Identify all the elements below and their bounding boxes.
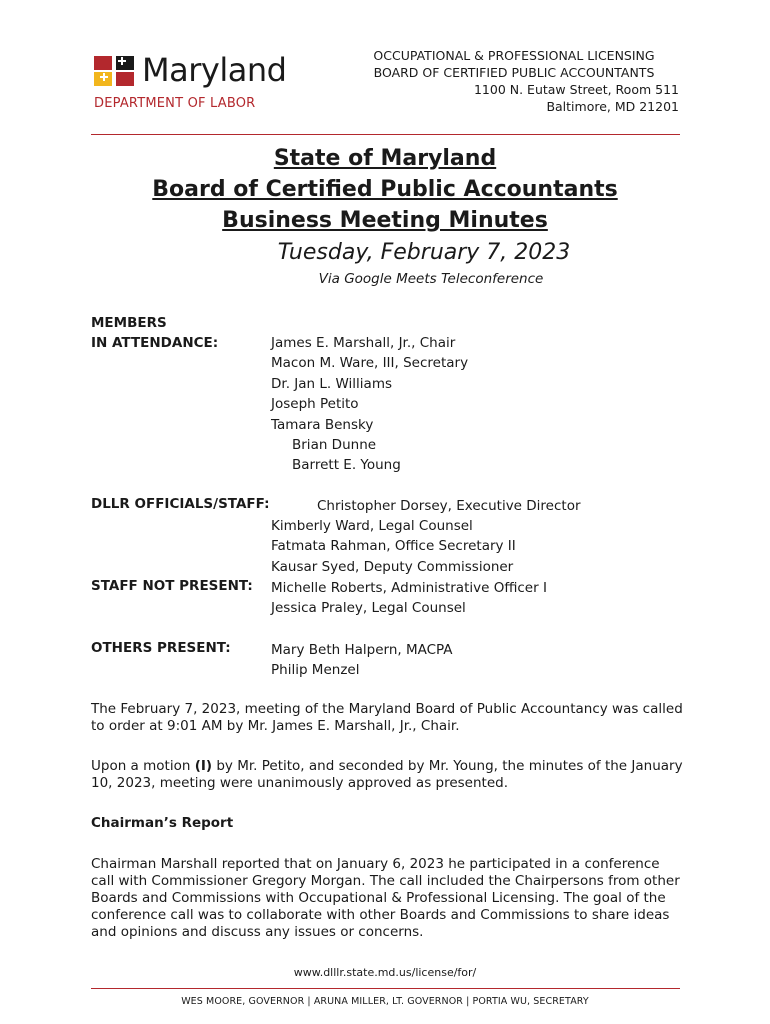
list-item: Mary Beth Halpern, MACPA: [271, 642, 453, 658]
list-item: Dr. Jan L. Williams: [271, 375, 393, 392]
header-divider: [91, 134, 680, 135]
title-line1: State of Maryland: [273, 146, 497, 171]
header-board: BOARD OF CERTIFIED PUBLIC ACCOUNTANTS: [373, 65, 655, 80]
list-item: Brian Dunne: [292, 437, 377, 454]
staff-label: DLLR OFFICIALS/STAFF:: [91, 496, 270, 512]
list-item: James E. Marshall, Jr., Chair: [271, 335, 456, 351]
staff-first: [317, 496, 581, 516]
meeting-date: Tuesday, February 7, 2023: [277, 240, 571, 265]
maryland-labor-logo: [94, 50, 304, 112]
title-line3: Business Meeting Minutes: [222, 208, 548, 233]
staff-list: [271, 516, 516, 577]
not-present-label: STAFF NOT PRESENT:: [91, 578, 253, 594]
call-to-order-paragraph: The February 7, 2023, meeting of the Maryland Board of Public Accountancy was called to order at 9:01 AM by Mr. James E. Marshall, Jr., Chair.: [91, 701, 683, 734]
chairmans-report-heading: Chairman’s Report: [91, 815, 234, 831]
maryland-flag-icon: [94, 52, 138, 88]
list-item: Tamara Bensky: [271, 416, 374, 433]
list-item: Fatmata Rahman, Office Secretary II: [271, 538, 516, 555]
list-item: Joseph Petito: [271, 396, 359, 413]
footer-url: www.dlllr.state.md.us/license/for/: [293, 966, 477, 979]
members-list: [271, 333, 468, 476]
list-item: Philip Menzel: [271, 662, 360, 679]
list-item: Michelle Roberts, Administrative Officer I: [271, 580, 547, 596]
document-title: [0, 143, 770, 236]
minutes-approval-paragraph: Upon a motion (I) by Mr. Petito, and seconded by Mr. Young, the minutes of the January 10, 2023, meeting were unanimously approved as presented.: [91, 758, 683, 791]
list-item: Kausar Syed, Deputy Commissioner: [271, 558, 514, 575]
chairmans-report-paragraph: Chairman Marshall reported that on January 6, 2023 he participated in a conference call with Commissioner Gregory Morgan. The call included the Chairpersons from other Boards and Commissions with Occupational & Professional Licensing. The goal of the conference call was to collaborate with other Boards and Commissions to share ideas and opinions and discuss any issues or concerns.: [91, 856, 680, 940]
list-item: Jessica Praley, Legal Counsel: [271, 600, 466, 617]
members-label: MEMBERS IN ATTENDANCE:: [91, 315, 219, 352]
header-agency: OCCUPATIONAL & PROFESSIONAL LICENSING: [373, 48, 655, 63]
header-address-line2: Baltimore, MD 21201: [546, 99, 679, 114]
footer-officials: WES MOORE, GOVERNOR | ARUNA MILLER, LT. GOVERNOR | PORTIA WU, SECRETARY: [181, 996, 589, 1007]
list-item: Kimberly Ward, Legal Counsel: [271, 518, 473, 534]
list-item: Barrett E. Young: [292, 457, 401, 474]
board-header: [349, 47, 679, 115]
meeting-venue: Via Google Meets Teleconference: [318, 271, 544, 287]
logo-wordmark: Maryland: [142, 51, 287, 89]
logo-department: DEPARTMENT OF LABOR: [94, 96, 256, 111]
footer-divider: [91, 988, 680, 989]
list-item: Christopher Dorsey, Executive Director: [317, 498, 581, 514]
not-present-list: [271, 578, 547, 619]
list-item: Macon M. Ware, III, Secretary: [271, 355, 469, 372]
title-line2: Board of Certified Public Accountants: [152, 177, 618, 202]
header-address-line1: 1100 N. Eutaw Street, Room 511: [473, 82, 679, 97]
others-label: OTHERS PRESENT:: [91, 640, 231, 656]
others-list: [271, 640, 453, 681]
